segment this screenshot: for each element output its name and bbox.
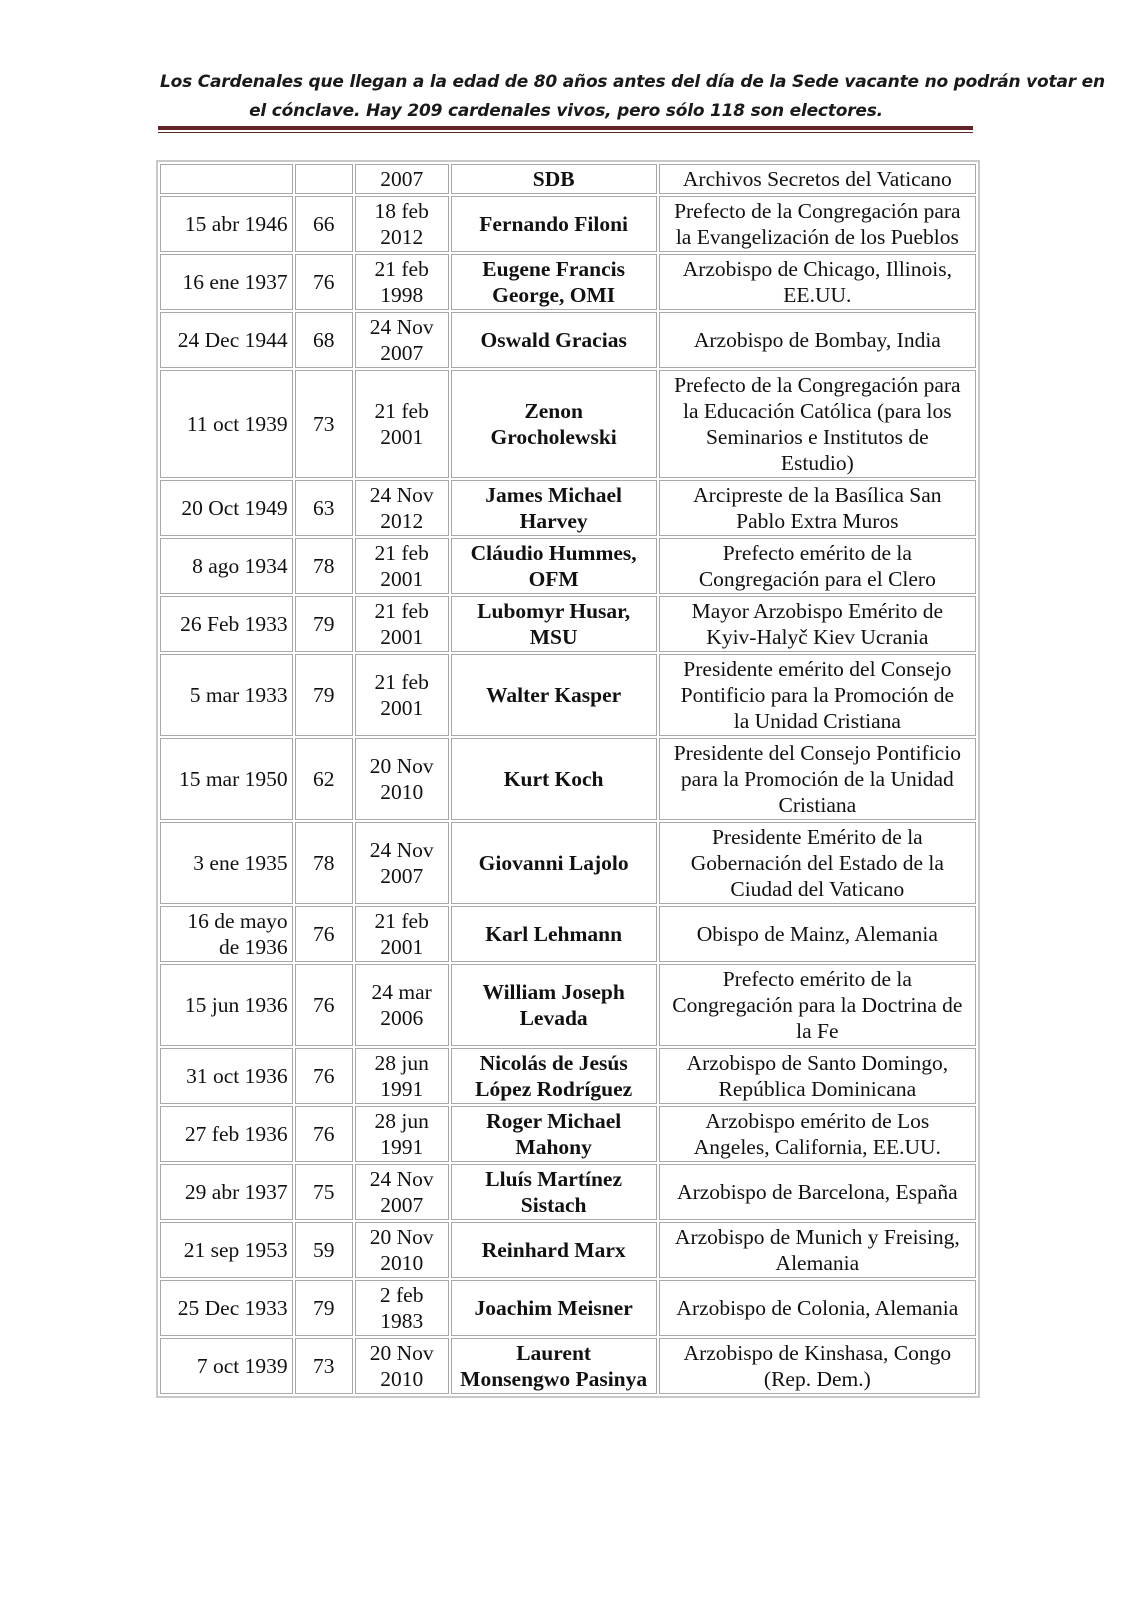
age-cell [295,822,353,904]
created-date-line: 2007 [380,864,424,888]
position-title-cell [659,906,976,962]
position-title-line: Seminarios e Institutos de [705,425,929,449]
position-title-line: la Unidad Cristiana [733,709,901,733]
cardinal-name-cell [451,480,657,536]
table-row [160,654,976,736]
table-row [160,254,976,310]
cardinal-name-line: Zenon [524,399,583,423]
age-cell [295,596,353,652]
created-date-cell [355,312,449,368]
created-date-line: 21 feb [374,541,429,565]
birth-date-text: 27 feb 1936 [184,1122,288,1146]
birth-date-cell [160,906,293,962]
created-date-line: 21 feb [374,399,429,423]
created-date-line: 24 Nov [369,838,434,862]
created-date-cell [355,1280,449,1336]
birth-date-cell [160,196,293,252]
created-date-line: 28 jun [374,1109,429,1133]
cardinal-name-cell [451,654,657,736]
created-date-line: 1998 [380,283,424,307]
position-title-line: Arzobispo de Chicago, Illinois, [682,257,952,281]
created-date-line: 20 Nov [369,1225,434,1249]
position-title-cell [659,1164,976,1220]
birth-date-cell [160,312,293,368]
created-date-line: 21 feb [374,670,429,694]
cardinal-name-line: SDB [532,167,575,191]
created-date-line: 2010 [380,780,424,804]
age-cell [295,312,353,368]
position-title-line: Gobernación del Estado de la [690,851,944,875]
cardinals-table [156,160,980,1398]
age-text: 76 [312,922,335,946]
position-title-line: (Rep. Dem.) [763,1367,871,1391]
cardinal-name-line: James Michael [485,483,623,507]
position-title-line: Prefecto de la Congregación para [674,199,961,223]
cardinal-name-line: Cláudio Hummes, [470,541,637,565]
age-cell [295,254,353,310]
cardinal-name-cell [451,164,657,194]
age-text: 76 [312,1122,335,1146]
age-text: 78 [312,851,335,875]
position-title-line: Estudio) [780,451,854,475]
age-cell [295,906,353,962]
birth-date-text: 26 Feb 1933 [180,612,288,636]
cardinal-name-cell [451,1164,657,1220]
age-cell [295,654,353,736]
created-date-line: 21 feb [374,257,429,281]
created-date-cell [355,1048,449,1104]
cardinal-name-cell [451,312,657,368]
table-row [160,480,976,536]
age-text: 76 [312,993,335,1017]
birth-date-cell [160,480,293,536]
cardinal-name-line: López Rodríguez [475,1077,633,1101]
created-date-line: 21 feb [374,909,429,933]
created-date-cell [355,1338,449,1394]
created-date-cell [355,1106,449,1162]
birth-date-cell [160,164,293,194]
created-date-line: 28 jun [374,1051,429,1075]
position-title-cell [659,596,976,652]
position-title-line: la Fe [796,1019,839,1043]
age-text: 68 [312,328,335,352]
created-date-cell [355,822,449,904]
position-title-line: Arzobispo de Munich y Freising, [674,1225,960,1249]
cardinal-name-line: Lubomyr Husar, [477,599,631,623]
created-date-line: 2007 [380,1193,424,1217]
cardinal-name-line: Kurt Koch [503,767,604,791]
age-cell [295,738,353,820]
cardinal-name-line: Oswald Gracias [480,328,627,352]
birth-date-text: 15 jun 1936 [184,993,288,1017]
cardinal-name-cell [451,1280,657,1336]
age-text: 78 [312,554,335,578]
header-line-1: Los Cardenales que llegan a la edad de 80 años antes del día de la Sede vacante no podrán votar en [160,72,1105,92]
cardinal-name-cell [451,738,657,820]
created-date-line: 2012 [380,509,424,533]
position-title-line: Arcipreste de la Basílica San [693,483,942,507]
cardinal-name-line: George, OMI [492,283,616,307]
position-title-cell [659,822,976,904]
birth-date-text: 8 ago 1934 [192,554,288,578]
position-title-cell [659,312,976,368]
cardinal-name-line: Monsengwo Pasinya [460,1367,648,1391]
position-title-line: para la Promoción de la Unidad [680,767,954,791]
position-title-line: Presidente emérito del Consejo [683,657,952,681]
created-date-line: 2001 [380,425,424,449]
birth-date-text: 21 sep 1953 [183,1238,288,1262]
birth-date-cell [160,596,293,652]
birth-date-cell [160,738,293,820]
created-date-line: 21 feb [374,599,429,623]
created-date-line: 2006 [380,1006,424,1030]
cardinal-name-cell [451,906,657,962]
age-text: 59 [312,1238,335,1262]
created-date-line: 20 Nov [369,1341,434,1365]
cardinal-name-line: Grocholewski [490,425,617,449]
birth-date-cell [160,654,293,736]
header-line-2: el cónclave. Hay 209 cardenales vivos, pero sólo 118 son electores. [249,101,883,121]
birth-date-text: 15 mar 1950 [178,767,288,791]
position-title-line: Alemania [775,1251,860,1275]
cardinal-name-line: Nicolás de Jesús [479,1051,628,1075]
cardinal-name-cell [451,1222,657,1278]
created-date-cell [355,1164,449,1220]
position-title-line: EE.UU. [783,283,852,307]
age-text: 62 [312,767,335,791]
birth-date-cell [160,1280,293,1336]
position-title-line: Arzobispo de Barcelona, España [677,1180,958,1204]
created-date-line: 1991 [380,1077,424,1101]
created-date-line: 2 feb [379,1283,424,1307]
birth-date-text: 20 Oct 1949 [181,496,288,520]
position-title-line: Pontificio para la Promoción de [680,683,955,707]
cardinal-name-cell [451,196,657,252]
created-date-line: 2001 [380,696,424,720]
cardinal-name-cell [451,1048,657,1104]
created-date-cell [355,370,449,478]
cardinal-name-line: Laurent [516,1341,592,1365]
table-row [160,1106,976,1162]
age-cell [295,1048,353,1104]
created-date-cell [355,164,449,194]
cardinal-name-cell [451,1106,657,1162]
age-text: 76 [312,270,335,294]
created-date-cell [355,538,449,594]
birth-date-text: 24 Dec 1944 [177,328,288,352]
age-text: 79 [312,683,335,707]
position-title-line: la Evangelización de los Pueblos [675,225,959,249]
position-title-cell [659,196,976,252]
position-title-line: Cristiana [778,793,857,817]
cardinal-name-line: Eugene Francis [482,257,626,281]
age-cell [295,1222,353,1278]
birth-date-text: 15 abr 1946 [184,212,288,236]
age-cell [295,1280,353,1336]
position-title-line: Congregación para el Clero [698,567,936,591]
table-row [160,596,976,652]
created-date-line: 24 Nov [369,483,434,507]
created-date-cell [355,906,449,962]
birth-date-line: 16 de mayo [187,909,288,933]
created-date-line: 2001 [380,935,424,959]
created-date-line: 2012 [380,225,424,249]
position-title-line: Prefecto emérito de la [722,541,912,565]
cardinal-name-cell [451,538,657,594]
position-title-cell [659,1280,976,1336]
page-header [160,68,1105,126]
table-row [160,738,976,820]
position-title-line: Arzobispo de Kinshasa, Congo [683,1341,952,1365]
cardinal-name-line: Fernando Filoni [479,212,629,236]
age-cell [295,538,353,594]
birth-date-cell [160,1048,293,1104]
age-cell [295,964,353,1046]
age-cell [295,370,353,478]
created-date-cell [355,254,449,310]
table-row [160,964,976,1046]
birth-date-cell [160,1106,293,1162]
age-cell [295,1106,353,1162]
created-date-cell [355,964,449,1046]
age-cell [295,1164,353,1220]
position-title-line: Obispo de Mainz, Alemania [696,922,938,946]
age-text: 79 [312,1296,335,1320]
table-row [160,196,976,252]
position-title-line: Ciudad del Vaticano [730,877,905,901]
age-text: 73 [312,412,335,436]
age-cell [295,164,353,194]
birth-date-text: 25 Dec 1933 [177,1296,288,1320]
created-date-cell [355,596,449,652]
position-title-line: Arzobispo de Bombay, India [693,328,941,352]
age-text: 76 [312,1064,335,1088]
position-title-cell [659,1338,976,1394]
cardinal-name-cell [451,596,657,652]
birth-date-text: 31 oct 1936 [186,1064,288,1088]
position-title-line: Presidente Emérito de la [711,825,923,849]
created-date-line: 2010 [380,1251,424,1275]
position-title-line: Mayor Arzobispo Emérito de [691,599,944,623]
position-title-line: Kyiv-Halyč Kiev Ucrania [706,625,929,649]
age-text: 75 [312,1180,335,1204]
birth-date-cell [160,1164,293,1220]
cardinal-name-line: Walter Kasper [486,683,622,707]
created-date-line: 2007 [380,341,424,365]
cardinal-name-line: Sistach [520,1193,587,1217]
cardinals-table-body [160,164,976,1394]
birth-date-text: 29 abr 1937 [184,1180,288,1204]
position-title-cell [659,964,976,1046]
position-title-line: Arzobispo de Colonia, Alemania [676,1296,959,1320]
created-date-line: 2001 [380,625,424,649]
age-text: 79 [312,612,335,636]
cardinal-name-cell [451,1338,657,1394]
table-row [160,906,976,962]
position-title-cell [659,254,976,310]
table-row [160,822,976,904]
created-date-cell [355,654,449,736]
position-title-cell [659,1222,976,1278]
cardinal-name-line: Levada [519,1006,588,1030]
position-title-line: Arzobispo de Santo Domingo, [686,1051,949,1075]
birth-date-cell [160,822,293,904]
header-rule-thin [158,132,973,133]
birth-date-cell [160,254,293,310]
birth-date-text: 7 oct 1939 [196,1354,288,1378]
created-date-line: 24 Nov [369,315,434,339]
created-date-cell [355,738,449,820]
created-date-line: 2001 [380,567,424,591]
age-cell [295,1338,353,1394]
birth-date-cell [160,1222,293,1278]
age-text: 63 [312,496,335,520]
position-title-cell [659,164,976,194]
birth-date-text: 3 ene 1935 [193,851,288,875]
position-title-cell [659,370,976,478]
position-title-cell [659,538,976,594]
position-title-line: Pablo Extra Muros [736,509,899,533]
position-title-line: Angeles, California, EE.UU. [693,1135,941,1159]
birth-date-text: 5 mar 1933 [189,683,288,707]
cardinal-name-cell [451,822,657,904]
cardinal-name-line: Mahony [515,1135,592,1159]
position-title-line: Congregación para la Doctrina de [672,993,963,1017]
created-date-cell [355,1222,449,1278]
birth-date-cell [160,1338,293,1394]
position-title-cell [659,480,976,536]
created-date-line: 20 Nov [369,754,434,778]
cardinal-name-cell [451,370,657,478]
cardinal-name-line: OFM [528,567,579,591]
position-title-cell [659,1106,976,1162]
created-date-cell [355,480,449,536]
age-cell [295,196,353,252]
table-row [160,164,976,194]
table-row [160,1164,976,1220]
table-row [160,370,976,478]
position-title-line: Prefecto de la Congregación para [674,373,961,397]
created-date-line: 24 Nov [369,1167,434,1191]
birth-date-cell [160,370,293,478]
cardinal-name-line: Karl Lehmann [485,922,623,946]
created-date-cell [355,196,449,252]
position-title-line: Arzobispo emérito de Los [705,1109,930,1133]
cardinal-name-line: William Joseph [482,980,625,1004]
position-title-cell [659,1048,976,1104]
created-date-line: 1983 [380,1309,424,1333]
created-date-line: 2007 [380,167,424,191]
age-text: 66 [312,212,335,236]
position-title-line: República Dominicana [718,1077,917,1101]
cardinal-name-cell [451,964,657,1046]
birth-date-cell [160,538,293,594]
cardinal-name-line: Lluís Martínez [485,1167,623,1191]
table-row [160,1280,976,1336]
table-row [160,538,976,594]
birth-date-cell [160,964,293,1046]
cardinal-name-line: Joachim Meisner [474,1296,633,1320]
created-date-line: 18 feb [374,199,429,223]
position-title-line: la Educación Católica (para los [683,399,952,423]
table-row [160,1222,976,1278]
cardinal-name-line: Harvey [519,509,588,533]
table-row [160,1048,976,1104]
age-text: 73 [312,1354,335,1378]
cardinal-name-line: Roger Michael [486,1109,622,1133]
cardinal-name-line: MSU [529,625,578,649]
position-title-line: Prefecto emérito de la [722,967,912,991]
created-date-line: 1991 [380,1135,424,1159]
position-title-line: Presidente del Consejo Pontificio [673,741,961,765]
cardinal-name-line: Giovanni Lajolo [478,851,629,875]
position-title-cell [659,738,976,820]
birth-date-text: 16 ene 1937 [182,270,288,294]
position-title-cell [659,654,976,736]
created-date-line: 24 mar [371,980,432,1004]
birth-date-text: 11 oct 1939 [186,412,288,436]
cardinal-name-line: Reinhard Marx [481,1238,626,1262]
position-title-line: Archivos Secretos del Vaticano [682,167,952,191]
table-row [160,312,976,368]
header-rule-thick [158,126,973,130]
table-row [160,1338,976,1394]
age-cell [295,480,353,536]
created-date-line: 2010 [380,1367,424,1391]
birth-date-line: de 1936 [218,935,288,959]
cardinal-name-cell [451,254,657,310]
